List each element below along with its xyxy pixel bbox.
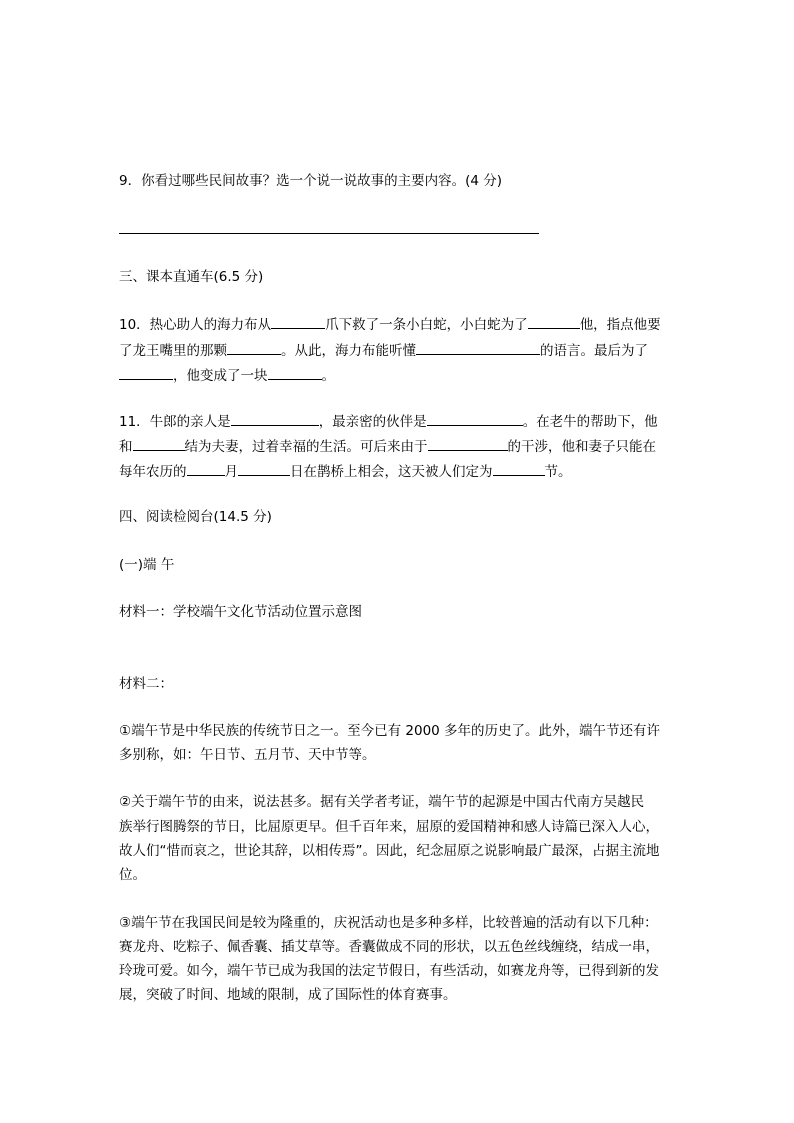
passage-p2-line-1: ②关于端午节的由来，说法甚多。据有关学者考证，端午节的起源是中国古代南方吴越民	[119, 794, 645, 810]
fill-blank[interactable]	[187, 461, 225, 476]
fill-blank[interactable]	[428, 436, 508, 451]
passage-p2-line-2: 族举行图腾祭的节日，比屈原更早。但千百年来，屈原的爱国精神和感人诗篇已深入人心，	[119, 819, 659, 835]
passage-p2-line-4: 位。	[119, 867, 146, 883]
reading-subtitle: (一)端 午	[119, 557, 175, 573]
passage-p3-line-1: ③端午节在我国民间是较为隆重的，庆祝活动也是多种多样，比较普遍的活动有以下几种：	[119, 915, 658, 931]
passage-p3-line-3: 玲珑可爱。如今，端午节已成为我国的法定节假日，有些活动，如赛龙舟等，已得到新的发	[119, 963, 659, 979]
passage-p3-line-4: 展，突破了时间、地域的限制，成了国际性的体育赛事。	[119, 987, 457, 1003]
passage-p3-line-2: 赛龙舟、吃粽子、佩香囊、插艾草等。香囊做成不同的形状，以五色丝线缠绕，结成一串，	[119, 939, 659, 955]
question-11-line-2: 和 结为夫妻，过着幸福的生活。可后来由于 的干涉，他和妻子只能在	[119, 436, 656, 456]
fill-blank[interactable]	[427, 411, 523, 426]
question-9: 9．你看过哪些民间故事？选一个说一说故事的主要内容。(4 分)	[119, 173, 503, 189]
fill-blank[interactable]	[238, 461, 290, 476]
fill-blank[interactable]	[119, 365, 173, 380]
fill-blank[interactable]	[268, 365, 322, 380]
fill-blank[interactable]	[133, 436, 185, 451]
fill-blank[interactable]	[493, 461, 545, 476]
fill-blank[interactable]	[528, 314, 580, 329]
section-4-heading: 四、阅读检阅台(14.5 分)	[119, 509, 272, 525]
material-two-label: 材料二：	[119, 676, 173, 692]
section-3-heading: 三、课本直通车(6.5 分)	[119, 269, 264, 285]
fill-blank[interactable]	[231, 411, 319, 426]
material-one-label: 材料一：学校端午文化节活动位置示意图	[119, 604, 362, 620]
answer-line-q9	[119, 233, 539, 234]
question-11-line-3: 每年农历的 月 日在鹊桥上相会，这天被人们定为 节。	[119, 461, 572, 481]
question-10-line-2: 了龙王嘴里的那颗 。从此，海力布能听懂 的语言。最后为了	[119, 340, 648, 360]
question-11-line-1: 11．牛郎的亲人是 ，最亲密的伙伴是 。在老牛的帮助下，他	[119, 411, 658, 431]
question-10-line-1: 10．热心助人的海力布从 爪下救了一条小白蛇，小白蛇为了 他，指点他要	[119, 314, 661, 334]
passage-p1-line-1: ①端午节是中华民族的传统节日之一。至今已有 2000 多年的历史了。此外，端午节还有许	[119, 723, 661, 739]
fill-blank[interactable]	[227, 340, 281, 355]
passage-p2-line-3: 故人们“惜而哀之，世论其辞，以相传焉”。因此，纪念屈原之说影响最广最深，占据主流地	[119, 843, 660, 859]
fill-blank[interactable]	[416, 340, 540, 355]
passage-p1-line-2: 多别称，如：午日节、五月节、天中节等。	[119, 747, 376, 763]
question-10-line-3: ，他变成了一块 。	[119, 365, 335, 385]
fill-blank[interactable]	[271, 314, 325, 329]
